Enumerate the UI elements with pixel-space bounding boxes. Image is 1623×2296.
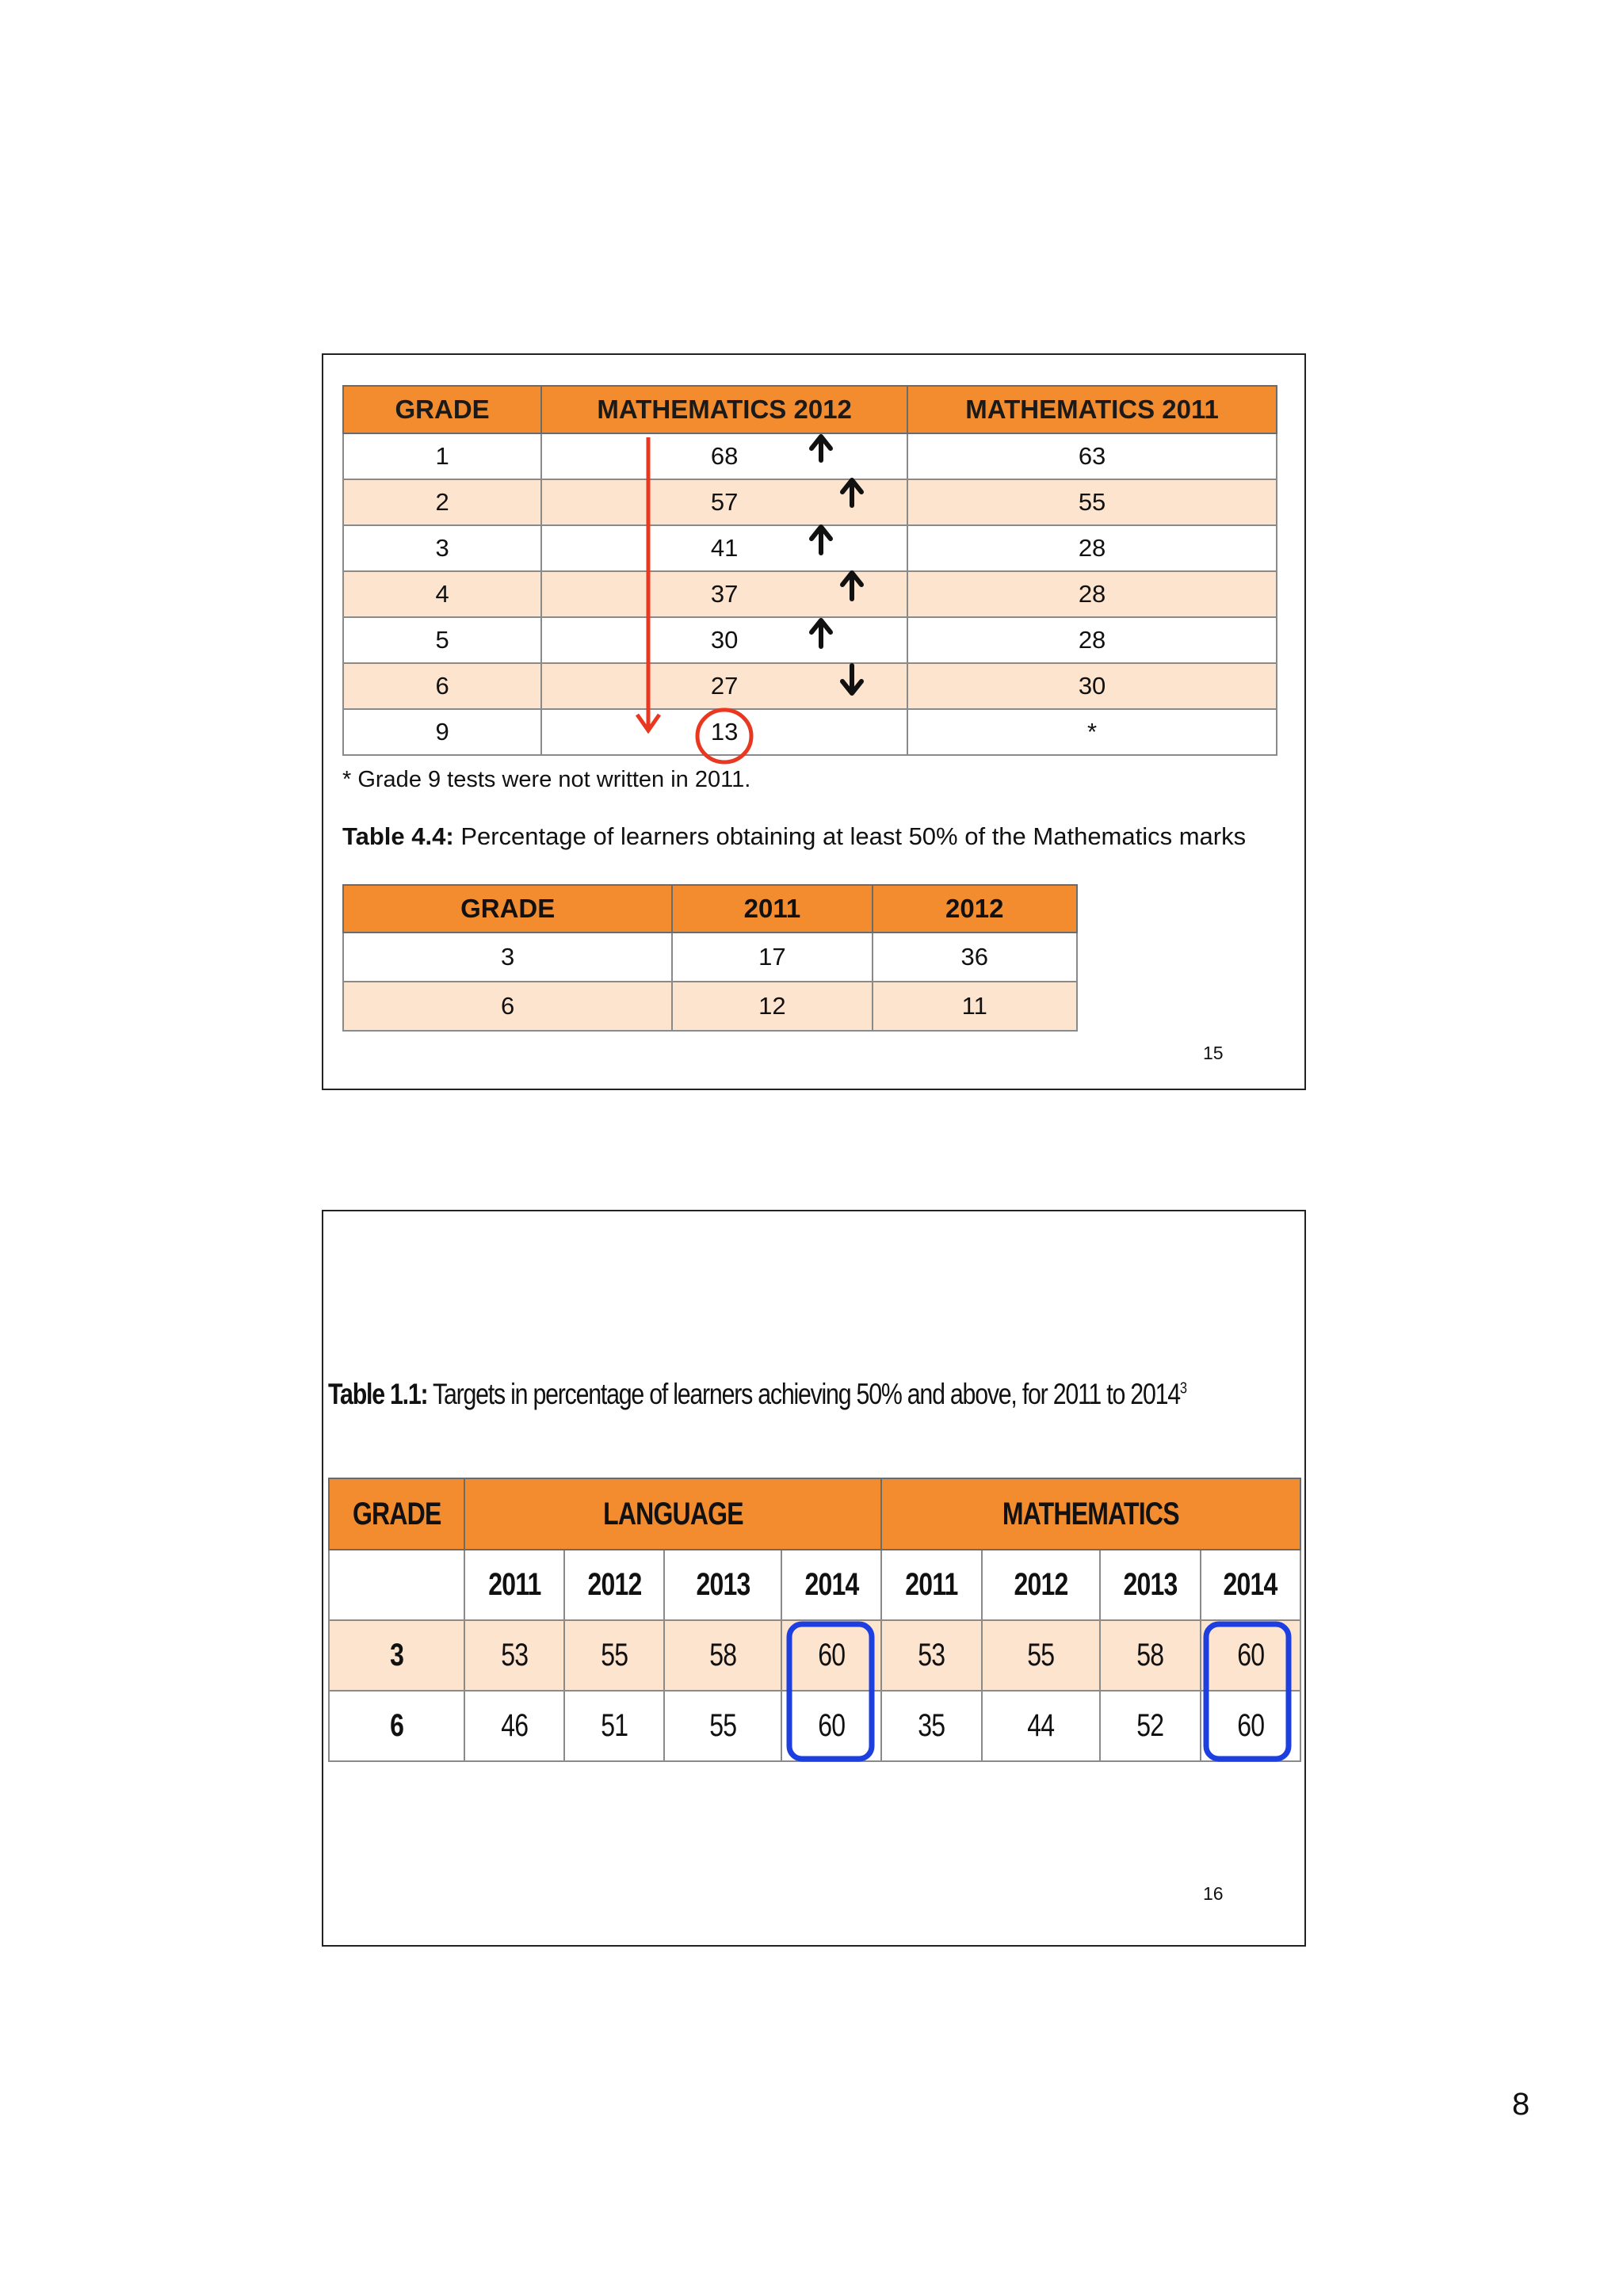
highlight-box-math-2014	[1206, 1624, 1289, 1759]
table-cell: 36	[873, 933, 1077, 982]
page-number: 8	[1512, 2087, 1530, 2122]
table-cell: 60	[781, 1691, 881, 1761]
highlight-circle	[697, 710, 751, 762]
table-cell: 27	[541, 663, 907, 709]
caption-text: Targets in percentage of learners achieving 50% and above, for 2011 to 2014	[427, 1378, 1180, 1410]
table-cell: 3	[329, 1620, 464, 1691]
table-cell: 30	[907, 663, 1277, 709]
table-header-row	[343, 885, 1077, 933]
table-cell: 58	[664, 1620, 781, 1691]
footnote: * Grade 9 tests were not written in 2011.	[342, 767, 751, 792]
table-cell: 5	[343, 617, 541, 663]
table-cell: 3	[343, 933, 672, 982]
table-cell: 6	[343, 663, 541, 709]
table-cell: 9	[343, 709, 541, 755]
caption-label: Table 1.1:	[328, 1378, 428, 1410]
year-header: 2011	[881, 1550, 981, 1620]
year-header: 2013	[1100, 1550, 1200, 1620]
year-header: 2014	[1201, 1550, 1300, 1620]
table-cell: 4	[343, 571, 541, 617]
table-cell: 37	[541, 571, 907, 617]
table-cell: *	[907, 709, 1277, 755]
column-header: GRADE	[343, 885, 672, 933]
table-cell: 58	[1100, 1620, 1200, 1691]
highlight-annotations	[323, 1211, 1304, 1945]
table-cell: 12	[672, 982, 872, 1031]
up-arrow-icon	[842, 480, 861, 505]
column-group-header: MATHEMATICS	[881, 1478, 1300, 1550]
caption-superscript: 3	[1179, 1379, 1186, 1398]
table-cell: 41	[541, 525, 907, 571]
table-cell: 55	[982, 1620, 1100, 1691]
caption-label: Table 4.4:	[342, 822, 454, 850]
table-cell: 51	[564, 1691, 664, 1761]
up-arrow-icon	[812, 437, 831, 460]
table-cell: 52	[1100, 1691, 1200, 1761]
column-header: 2012	[873, 885, 1077, 933]
table-cell: 3	[343, 525, 541, 571]
slide-15	[322, 353, 1306, 1090]
column-header: GRADE	[343, 386, 541, 433]
year-header: 2012	[564, 1550, 664, 1620]
up-arrow-icon	[842, 573, 861, 599]
year-header: 2012	[982, 1550, 1100, 1620]
table-cell: 1	[343, 433, 541, 479]
column-header: 2011	[672, 885, 872, 933]
table-cell: 46	[464, 1691, 564, 1761]
table-cell: 53	[464, 1620, 564, 1691]
table-cell: 55	[907, 479, 1277, 525]
table-cell: 28	[907, 525, 1277, 571]
column-header: MATHEMATICS 2011	[907, 386, 1277, 433]
up-arrow-icon	[812, 527, 831, 553]
table-row	[343, 933, 1077, 982]
up-arrow-icon	[812, 620, 831, 646]
table-caption	[342, 822, 1246, 851]
year-header: 2011	[464, 1550, 564, 1620]
table-cell: 44	[982, 1691, 1100, 1761]
table-cell: 11	[873, 982, 1077, 1031]
table-cell: 6	[329, 1691, 464, 1761]
table-cell: 28	[907, 571, 1277, 617]
highlight-box-language-2014	[789, 1624, 872, 1759]
fifty-percent-table	[342, 884, 1078, 1032]
table-cell: 2	[343, 479, 541, 525]
table-cell: 68	[541, 433, 907, 479]
down-arrow-icon	[842, 666, 861, 693]
slide-16	[322, 1210, 1306, 1947]
column-header: GRADE	[329, 1478, 464, 1550]
caption-text: Percentage of learners obtaining at least 50% of the Mathematics marks	[453, 822, 1247, 850]
year-header: 2013	[664, 1550, 781, 1620]
table-cell: 60	[1201, 1620, 1300, 1691]
table-row	[343, 982, 1077, 1031]
table-cell: 60	[781, 1620, 881, 1691]
table-cell: 63	[907, 433, 1277, 479]
table-cell: 35	[881, 1691, 981, 1761]
table-cell: 28	[907, 617, 1277, 663]
slide-number: 16	[1203, 1883, 1224, 1904]
table-cell: 55	[564, 1620, 664, 1691]
table-cell: 60	[1201, 1691, 1300, 1761]
year-header: 2014	[781, 1550, 881, 1620]
column-header: MATHEMATICS 2012	[541, 386, 907, 433]
slide-number: 15	[1203, 1043, 1224, 1063]
column-group-header: LANGUAGE	[464, 1478, 882, 1550]
table-cell: 30	[541, 617, 907, 663]
table-cell: 53	[881, 1620, 981, 1691]
table-cell: 55	[664, 1691, 781, 1761]
table-cell: 13	[541, 709, 907, 755]
table-cell: 57	[541, 479, 907, 525]
table-cell: 17	[672, 933, 872, 982]
table-cell: 6	[343, 982, 672, 1031]
